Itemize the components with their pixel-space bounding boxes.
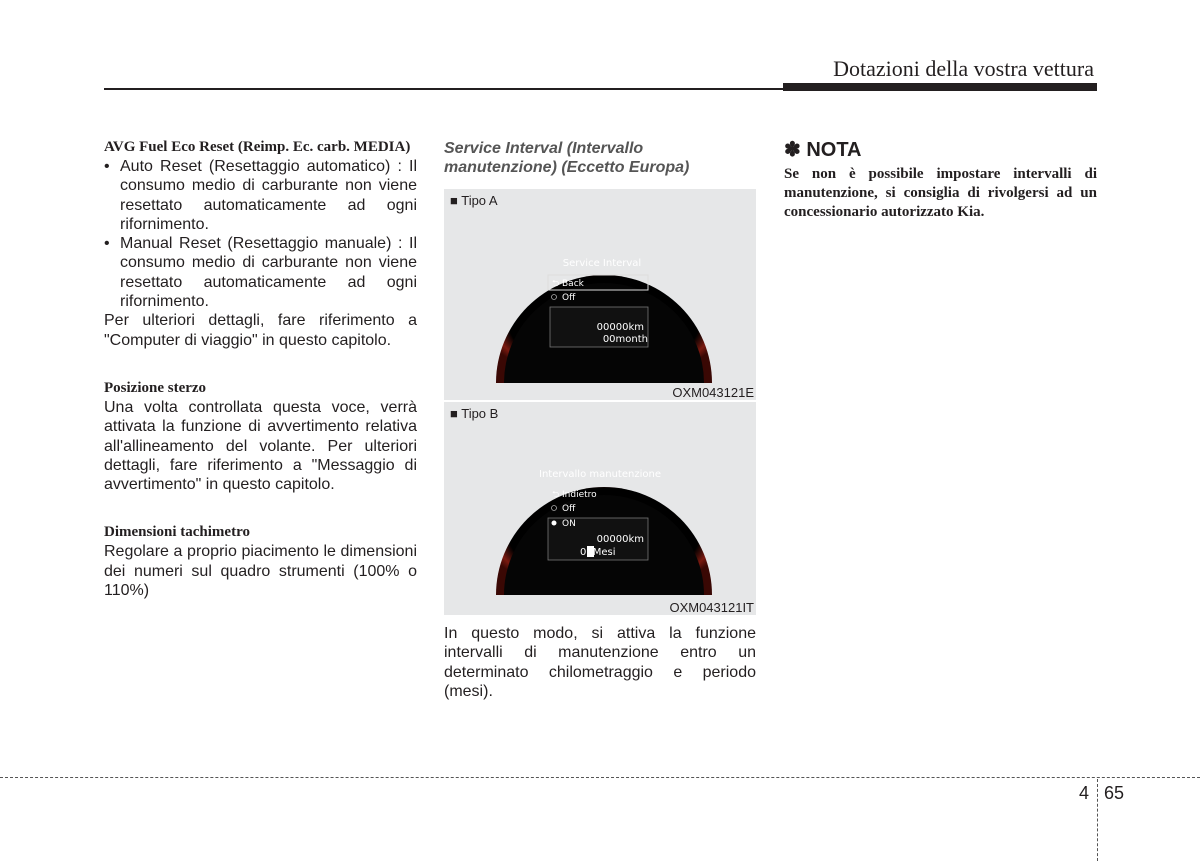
screen-title: Service Interval: [562, 258, 642, 269]
bullet-text: Manual Reset (Resettaggio manuale) : Il consumo medio di carburante non viene resettato automaticamente ad ogni rifornimento.: [120, 235, 417, 311]
menu-item-off: Off: [562, 293, 576, 303]
back-return-icon: ⮌: [552, 279, 560, 289]
figure-type-a: [444, 189, 756, 400]
month-value: 00month: [602, 334, 648, 345]
month-value: 00Mesi: [580, 547, 616, 558]
km-value: 00000km: [596, 534, 644, 545]
screen-title: Intervallo manutenzione: [539, 469, 661, 480]
figure-label-b: ■ Tipo B: [450, 406, 499, 421]
cluster-display-b: [444, 402, 756, 615]
figure-code-a: OXM043121E: [672, 385, 754, 400]
nota-body: Se non è possibile impostare intervalli di manutenzione, si consiglia di rivolgersi ad un concessionario autorizzato Kia.: [784, 166, 1097, 220]
running-header: Dotazioni della vostra vettura: [833, 56, 1094, 81]
nota-heading: ✽ NOTA: [784, 139, 862, 161]
figure-type-b: [444, 402, 756, 615]
service-interval-heading: Service Interval (Intervallo manutenzione) (Eccetto Europa): [444, 140, 690, 176]
steering-position-paragraph: Una volta controllata questa voce, verrà attivata la funzione di avvertimento relativa all'allineamento del volante. Per ulteriori dettagli, fare riferimento a "Messaggio di avvertimento" in questo capitolo.: [104, 398, 417, 494]
footer-divider: [1097, 779, 1098, 861]
menu-item-on: ON: [562, 519, 576, 529]
menu-item-back: Back: [562, 279, 584, 289]
bullet-auto-reset: [104, 157, 417, 234]
column-middle: [444, 139, 756, 177]
bullet-marker: •: [104, 158, 110, 175]
service-interval-paragraph: [444, 624, 756, 701]
header-rule-accent: [783, 83, 1097, 91]
bullet-manual-reset: [104, 234, 417, 311]
avg-reference-paragraph: Per ulteriori dettagli, fare riferimento a "Computer di viaggio" in questo capitolo.: [104, 312, 417, 349]
figure-label-a: ■ Tipo A: [450, 193, 498, 208]
figure-code-b: OXM043121IT: [669, 600, 754, 615]
radio-selected-icon: [552, 521, 557, 526]
column-right: [784, 139, 1097, 222]
page-number: 65: [1104, 783, 1125, 803]
km-value: 00000km: [596, 322, 644, 333]
column-left: [104, 138, 417, 600]
footer-rule: [0, 777, 1200, 778]
cluster-display-a: [444, 189, 756, 400]
menu-item-back: Indietro: [562, 490, 597, 500]
avg-fuel-eco-heading: AVG Fuel Eco Reset (Reimp. Ec. carb. MEDIA): [104, 139, 411, 155]
chapter-number: 4: [1079, 783, 1090, 803]
bullet-marker: •: [104, 235, 110, 253]
speedometer-size-heading: Dimensioni tachimetro: [104, 524, 250, 541]
menu-item-off: Off: [562, 504, 576, 514]
bullet-text: Auto Reset (Resettaggio automatico) : Il consumo medio di carburante non viene resettato automaticamente ad ogni rifornimento.: [120, 158, 417, 233]
back-return-icon: ⮌: [552, 490, 560, 500]
steering-position-heading: Posizione sterzo: [104, 379, 207, 396]
service-interval-text: In questo modo, si attiva la funzione intervalli di manutenzione entro un determinato chilometraggio e periodo (mesi).: [444, 625, 756, 700]
speedometer-size-paragraph: Regolare a proprio piacimento le dimensioni dei numeri sul quadro strumenti (100% o 110%): [104, 543, 417, 600]
